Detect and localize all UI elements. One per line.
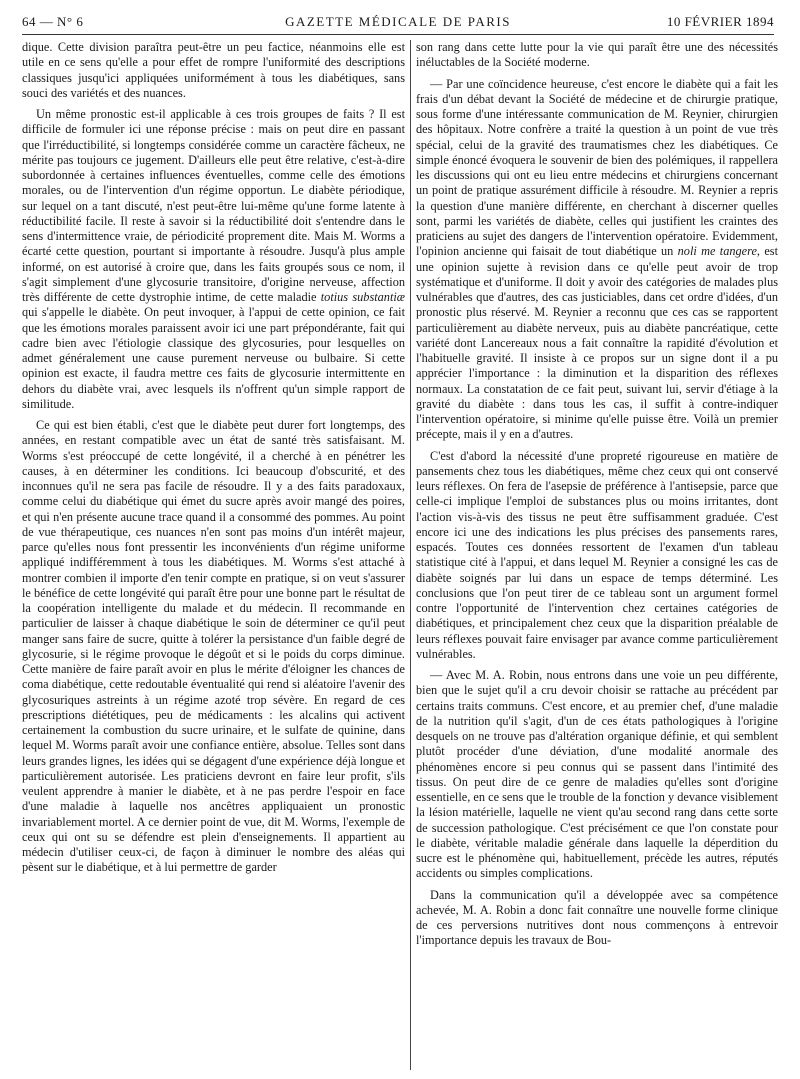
header-rule xyxy=(22,34,774,35)
italic-phrase: totius substantiæ xyxy=(320,290,405,304)
column-divider xyxy=(410,40,411,1070)
right-column xyxy=(416,40,778,1074)
italic-phrase: noli me tangere xyxy=(677,244,757,259)
paragraph: Dans la communication qu'il a développée avec sa compétence achevée, M. A. Robin a donc fait connaître une nouvelle forme clinique de ces perversions nutritives dont nous commençons à entrevoir l'importance depuis les travaux de Bou- xyxy=(416,887,778,948)
paragraph: Ce qui est bien établi, c'est que le diabète peut durer fort longtemps, des années, en restant compatible avec un état de santé très satisfaisant. M. Worms s'est préoccupé de cette longévité, il a cherché à en pénétrer les causes, à en déterminer les conditions. Ici beaucoup d'obscurité, et des inconnues qu'il ne sera pas facile de résoudre. Il y a des faits paradoxaux, comme celui du diabétique qui émet du sucre après avoir mangé des poires, et qui n'en présente aucune trace quand il a consommé des pommes. Au point de vue thérapeutique, ces nuances n'en sont pas moins d'un intérêt majeur, parce qu'elles nous font pressentir les inconvénients d'un régime uniforme appliqué indifféremment à tous les diabétiques. M. Worms s'est attaché à montrer combien il importe d'en tenir compte en pratique, si on veut s'assurer le bénéfice de cette longévité qui paraît être pour une bonne part le résultat de la coopération intelligente du malade et du médecin. Il recommande en particulier de laisser à chaque diabétique le soin de déterminer ce qu'il peut manger sans faire de sucre, quitte à tolérer la persistance d'un faible degré de glycosurie, si le régime provoque le dégoût et si le poids du corps diminue. Cette manière de faire paraît avoir en plus le mérite d'éloigner les chances de coma diabétique, cette redoutable éventualité qui rend si aléatoire l'avenir des glycosuriques astreints à un régime azoté trop sévère. En regard de ces prescriptions diététiques, peu de médicaments : les alcalins qui activent certainement la combustion du sucre urinaire, et le sulfate de quinine, dans lequel M. Worms paraît avoir une confiance entière, absolue. Telles sont dans leurs grandes lignes, les idées qui se dégagent d'une expérience déjà longue et particulièrement autorisée. Les praticiens devront en faire leur profit, s'ils veulent apprendre à manier le diabète, et à ne pas perdre l'espoir en face d'une maladie à laquelle nos ancêtres appliquaient un pronostic invariablement mortel. A ce dernier point de vue, dit M. Worms, l'exemple de ceux qui ont su se défendre est plein d'enseignements. Il appartient au médecin d'utiliser ceux-ci, de façon à diminuer le nombre des aléas qui pèsent sur le diabétique, et à lui permettre de garder xyxy=(22,418,405,875)
paragraph: dique. Cette division paraîtra peut-être un peu factice, néanmoins elle est utile en ce sens qu'elle a pour effet de rompre l'uniformité des descriptions classiques jusqu'ici appliquées uniformément à tous les diabétiques, sans souci des variétés et des nuances. xyxy=(22,40,405,100)
page-number: 64 — N° 6 xyxy=(22,14,84,29)
paragraph: — Par une coïncidence heureuse, c'est encore le diabète qui a fait les frais d'un débat devant la Société de médecine et de chirurgie pratique, sous forme d'une intéressante communication de M. Reynier, chirurgien des hôpitaux. Notre confrère a traité la question à un point de vue très spécial, celui de la gravité des traumatismes chez les diabétiques. Ce simple énoncé évoquera le souvenir de bien des polémiques, il rappellera les discussions qui ont eu lieu entre médecins et chirurgiens concernant un point de pratique assurément difficile à résoudre. M. Reynier a repris la question d'une manière différente, en cherchant à discerner quelles sont, parmi les variétés de diabète, celles qui justifient les craintes des praticiens au sujet des dangers de l'intervention opératoire. Evidemment, l'opinion ancienne qui faisait de tout diabétique un noli me tangere, est une opinion sujette à revision dans ce qu'elle peut avoir de trop systématique et d'uniforme. Il doit y avoir des catégories de malades plus vulnérables que d'autres, des cas justiciables, dans cet ordre d'idées, d'un pronostic plus réservé. M. Reynier a reconnu que ces cas se rapportent particulièrement au diabète nerveux, puis au diabète pancréatique, cette variété dont Lancereaux nous a fait connaître la rapidité d'évolution et l'habituelle gravité. Il insiste à ce propos sur un signe dont il a pu apprécier l'importance : la diminution et la disparition des réflexes normaux. La constatation de ce fait peut, suivant lui, servir d'étiage à la gravité du diabète : dans tous les cas, il suffit à contre-indiquer l'intervention opératoire, si minime qu'elle puisse être. Voilà un premier précepte, mais il y en a d'autres. xyxy=(416,76,778,442)
paragraph: Un même pronostic est-il applicable à ces trois groupes de faits ? Il est difficile de formuler ici une réponse précise : mais on peut dire en passant que l'irréductibilité, si longtemps considérée comme un caractère fâcheux, ne mérite pas toujours ce jugement. D'ailleurs elle peut être relative, c'est-à-dire subordonnée à certaines influences éventuelles, comme celle des émotions morales, ou de l'intervention d'un régime opportun. Le diabète périodique, sur lequel on a tant discuté, n'est peut-être lui-même qu'une forme latente à réductibilité facile. Il reste à savoir si la réductibilité doit s'entendre dans le sens d'intermittence vraie, de périodicité proprement dite. Mais M. Worms a écarté cette question, pourtant si importante à résoudre. Jusqu'à plus ample informé, on est autorisé à croire que, dans les faits groupés sous ce nom, il s'agit simplement d'une glycosurie transitoire, d'origine nerveuse, affection très différente de cette dystrophie intime, de cette maladie totius substantiæ qui s'appelle le diabète. On peut invoquer, à l'appui de cette opinion, ce fait que les émotions morales paraissent avoir ici une part prépondérante, fait qui cadre bien avec l'étiologie classique des glycosuries, pour lesquelles on admet généralement une cause purement nerveuse ou bulbaire. Si cette opinion est exacte, il faudra mettre ces faits de glycosurie intermittente en dehors du diabète vrai, avec lesquels ils n'offrent qu'un simple rapport de similitude. xyxy=(22,107,405,411)
paragraph: C'est d'abord la nécessité d'une propreté rigoureuse en matière de pansements chez tous les diabétiques, même chez ceux qui ont conservé leurs réflexes. On fera de l'asepsie de préférence à l'antisepsie, parce que celle-ci implique l'emploi de substances plus ou moins irritantes, dont l'action vis-à-vis des tissus ne peut être suffisamment graduée. C'est encore ici une des indications les plus précises des pansements rares, espacés. Toutes ces données ressortent de l'examen d'un tableau statistique cité à l'appui, et dans lequel M. Reynier a consigné les cas de diabète soignés par lui dans un espace de temps déterminé. Les conclusions que l'on peut tirer de ce tableau sont un argument formel contre l'opportunité de l'intervention chez certaines catégories de diabétiques, et principalement chez ceux que la disparition préalable de leurs réflexes pouvait faire envisager par avance comme particulièrement vulnérables. xyxy=(416,448,778,661)
journal-title: GAZETTE MÉDICALE DE PARIS xyxy=(285,14,511,29)
left-column xyxy=(22,40,405,1074)
page-header xyxy=(22,8,774,32)
paragraph: — Avec M. A. Robin, nous entrons dans une voie un peu différente, bien que le sujet qu'il a cru devoir choisir se rattache au précédent par certains traits communs. C'est encore, et au premier chef, d'une maladie de la nutrition qu'il s'agit, d'un de ces états pathologiques à l'origine desquels on ne trouve pas d'altération organique définie, et qui semblent plutôt procéder d'une déviation, d'une modalité anormale des phénomènes encore si peu connus qui se passent dans l'intimité des tissus. On peut dire de ce genre de maladies qu'elles sont d'origine essentielle, en ce sens que le trouble de la fonction y devance visiblement la lésion matérielle, laquelle ne vient qu'au second rang dans cette sorte de succession pathologique. C'est précisément ce que l'on constate pour le diabète, véritable maladie générale dans laquelle la déperdition du sucre est le phénomène qui, habituellement, précède les autres, réputés accidents ou simples complications. xyxy=(416,668,778,881)
paragraph: son rang dans cette lutte pour la vie qui paraît être une des nécessités inéluctables de la Société moderne. xyxy=(416,40,778,70)
issue-date: 10 FÉVRIER 1894 xyxy=(666,14,774,29)
